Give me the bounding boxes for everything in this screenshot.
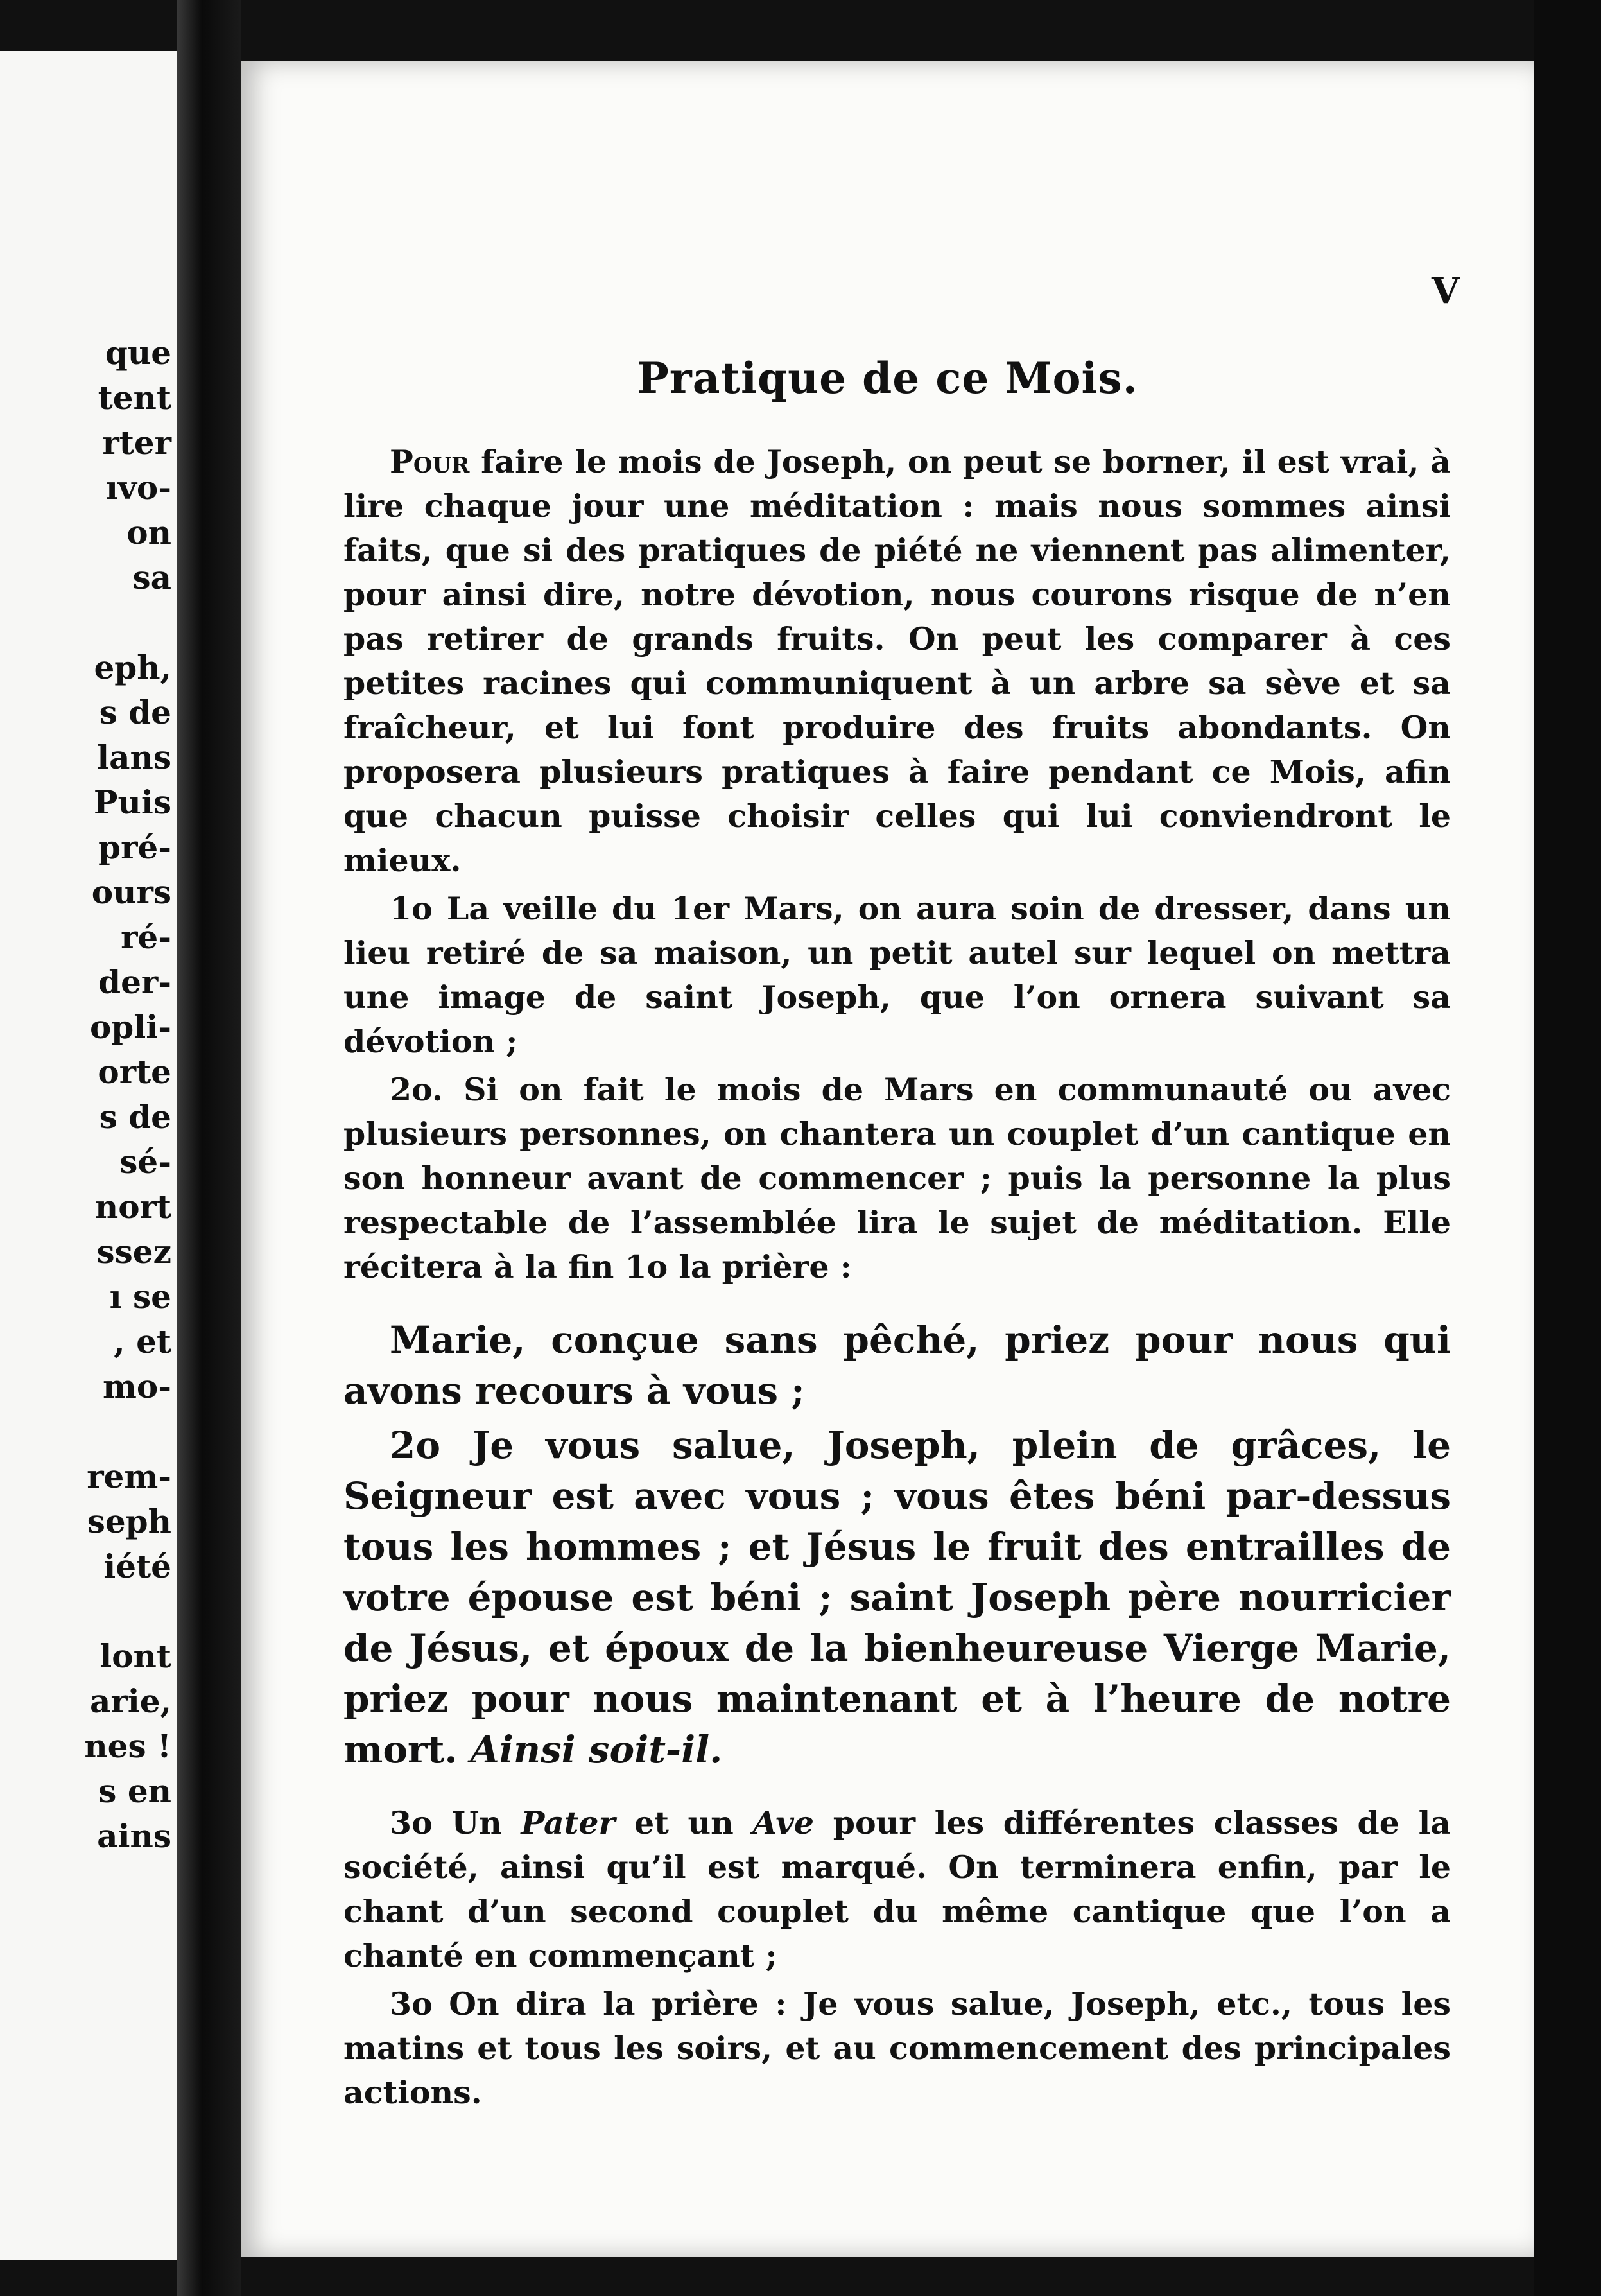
book-gutter <box>177 0 241 2296</box>
adjacent-page-fragment <box>0 51 177 2260</box>
prayer-joseph <box>343 1420 1451 1775</box>
item3a-pater: Pater <box>521 1804 616 1841</box>
adjacent-page-text: s de <box>99 693 171 731</box>
scan-border <box>1534 0 1601 2296</box>
page-number: V <box>1432 270 1460 312</box>
adjacent-page-text: ré- <box>121 918 171 956</box>
adjacent-page-text: der- <box>98 963 171 1001</box>
item3a-part1: 3o Un <box>390 1804 521 1841</box>
adjacent-page-text: opli- <box>89 1008 171 1046</box>
intro-text: faire le mois de Joseph, on peut se borner, il est vrai, à lire chaque jour une méditation : mais nous sommes ainsi faits, que si des pratiques de piété ne viennent pas alimenter, pour ainsi dire, notre dévotion, nous courons risque de n’en pas retirer de grands fruits. On peut les comparer à ces petites racines qui communiquent à un arbre sa sève et sa fraîcheur, et lui font produire des fruits abondants. On proposera plusieurs pratiques à faire pendant ce Mois, afin que chacun puisse choisir celles qui lui conviendront le mieux. <box>343 443 1451 879</box>
adjacent-page-text: s de <box>99 1098 171 1136</box>
adjacent-page-text: orte <box>98 1053 171 1091</box>
adjacent-page-text: tent <box>98 379 171 417</box>
item3a-part3: pour les différentes classes de la société, ainsi qu’il est marqué. On terminera enfin, par le chant d’un second couplet du même cantique que l’on a chanté en commençant ; <box>343 1804 1451 1974</box>
item3a-part2: et un <box>615 1804 753 1841</box>
practice-item-1: 1o La veille du 1er Mars, on aura soin de dresser, dans un lieu retiré de sa maison, un petit autel sur lequel on mettra une image de saint Joseph, que l’on ornera suivant sa dévotion ; <box>343 890 1451 1060</box>
adjacent-page-text: rem- <box>87 1457 171 1495</box>
adjacent-page-text: nes ! <box>84 1727 171 1765</box>
adjacent-page-text: lont <box>100 1637 171 1675</box>
page-body <box>343 440 1451 2115</box>
adjacent-page-text: eph, <box>94 648 171 686</box>
prayer-marie: Marie, conçue sans pêché, priez pour nous qui avons recours à vous ; <box>343 1318 1451 1413</box>
book-page <box>241 61 1534 2257</box>
adjacent-page-text: ains <box>97 1817 171 1855</box>
adjacent-page-text: sé- <box>119 1143 171 1181</box>
intro-dropcap: Pour <box>390 443 470 480</box>
practice-item-2: 2o. Si on fait le mois de Mars en communauté ou avec plusieurs personnes, on chantera un couplet d’un cantique en son honneur avant de commencer ; puis la personne la plus respectable de l’assemblée lira le sujet de méditation. Elle récitera à la fin 1o la prière : <box>343 1071 1451 1285</box>
adjacent-page-text: pré- <box>98 828 171 866</box>
adjacent-page-text: mo- <box>102 1368 171 1405</box>
adjacent-page-text: arie, <box>90 1682 171 1720</box>
adjacent-page-text: lans <box>97 738 171 776</box>
practice-item-3b: 3o On dira la prière : Je vous salue, Joseph, etc., tous les matins et tous les soirs, et au commencement des principales actions. <box>343 1985 1451 2111</box>
adjacent-page-text: ssez <box>96 1233 171 1271</box>
prayer-joseph-text: 2o Je vous salue, Joseph, plein de grâces, le Seigneur est avec vous ; vous êtes béni par-dessus tous les hommes ; et Jésus le fruit des entrailles de votre épouse est béni ; saint Joseph père nourricier de Jésus, et époux de la bienheureuse Vierge Marie, priez pour nous maintenant et à l’heure de notre mort. <box>343 1423 1451 1771</box>
adjacent-page-text: ours <box>91 873 171 911</box>
item3a-ave: Ave <box>752 1804 815 1841</box>
intro-paragraph <box>343 440 1451 883</box>
adjacent-page-text: s en <box>98 1772 171 1810</box>
adjacent-page-text: nort <box>94 1188 171 1226</box>
practice-item-3a <box>343 1801 1451 1978</box>
adjacent-page-text: iété <box>103 1547 171 1585</box>
adjacent-page-text: rter <box>102 424 171 462</box>
adjacent-page-text: ı se <box>109 1278 171 1316</box>
adjacent-page-text: seph <box>87 1502 171 1540</box>
adjacent-page-text: , et <box>114 1323 171 1361</box>
adjacent-page-text: on <box>126 514 171 552</box>
adjacent-page-text: ıvo- <box>105 469 171 507</box>
prayer-joseph-closing: Ainsi soit-il. <box>470 1728 723 1771</box>
adjacent-page-text: que <box>105 334 171 372</box>
page-title: Pratique de ce Mois. <box>637 353 1138 403</box>
adjacent-page-text: Puis <box>93 783 171 821</box>
adjacent-page-text: sa <box>132 559 171 596</box>
